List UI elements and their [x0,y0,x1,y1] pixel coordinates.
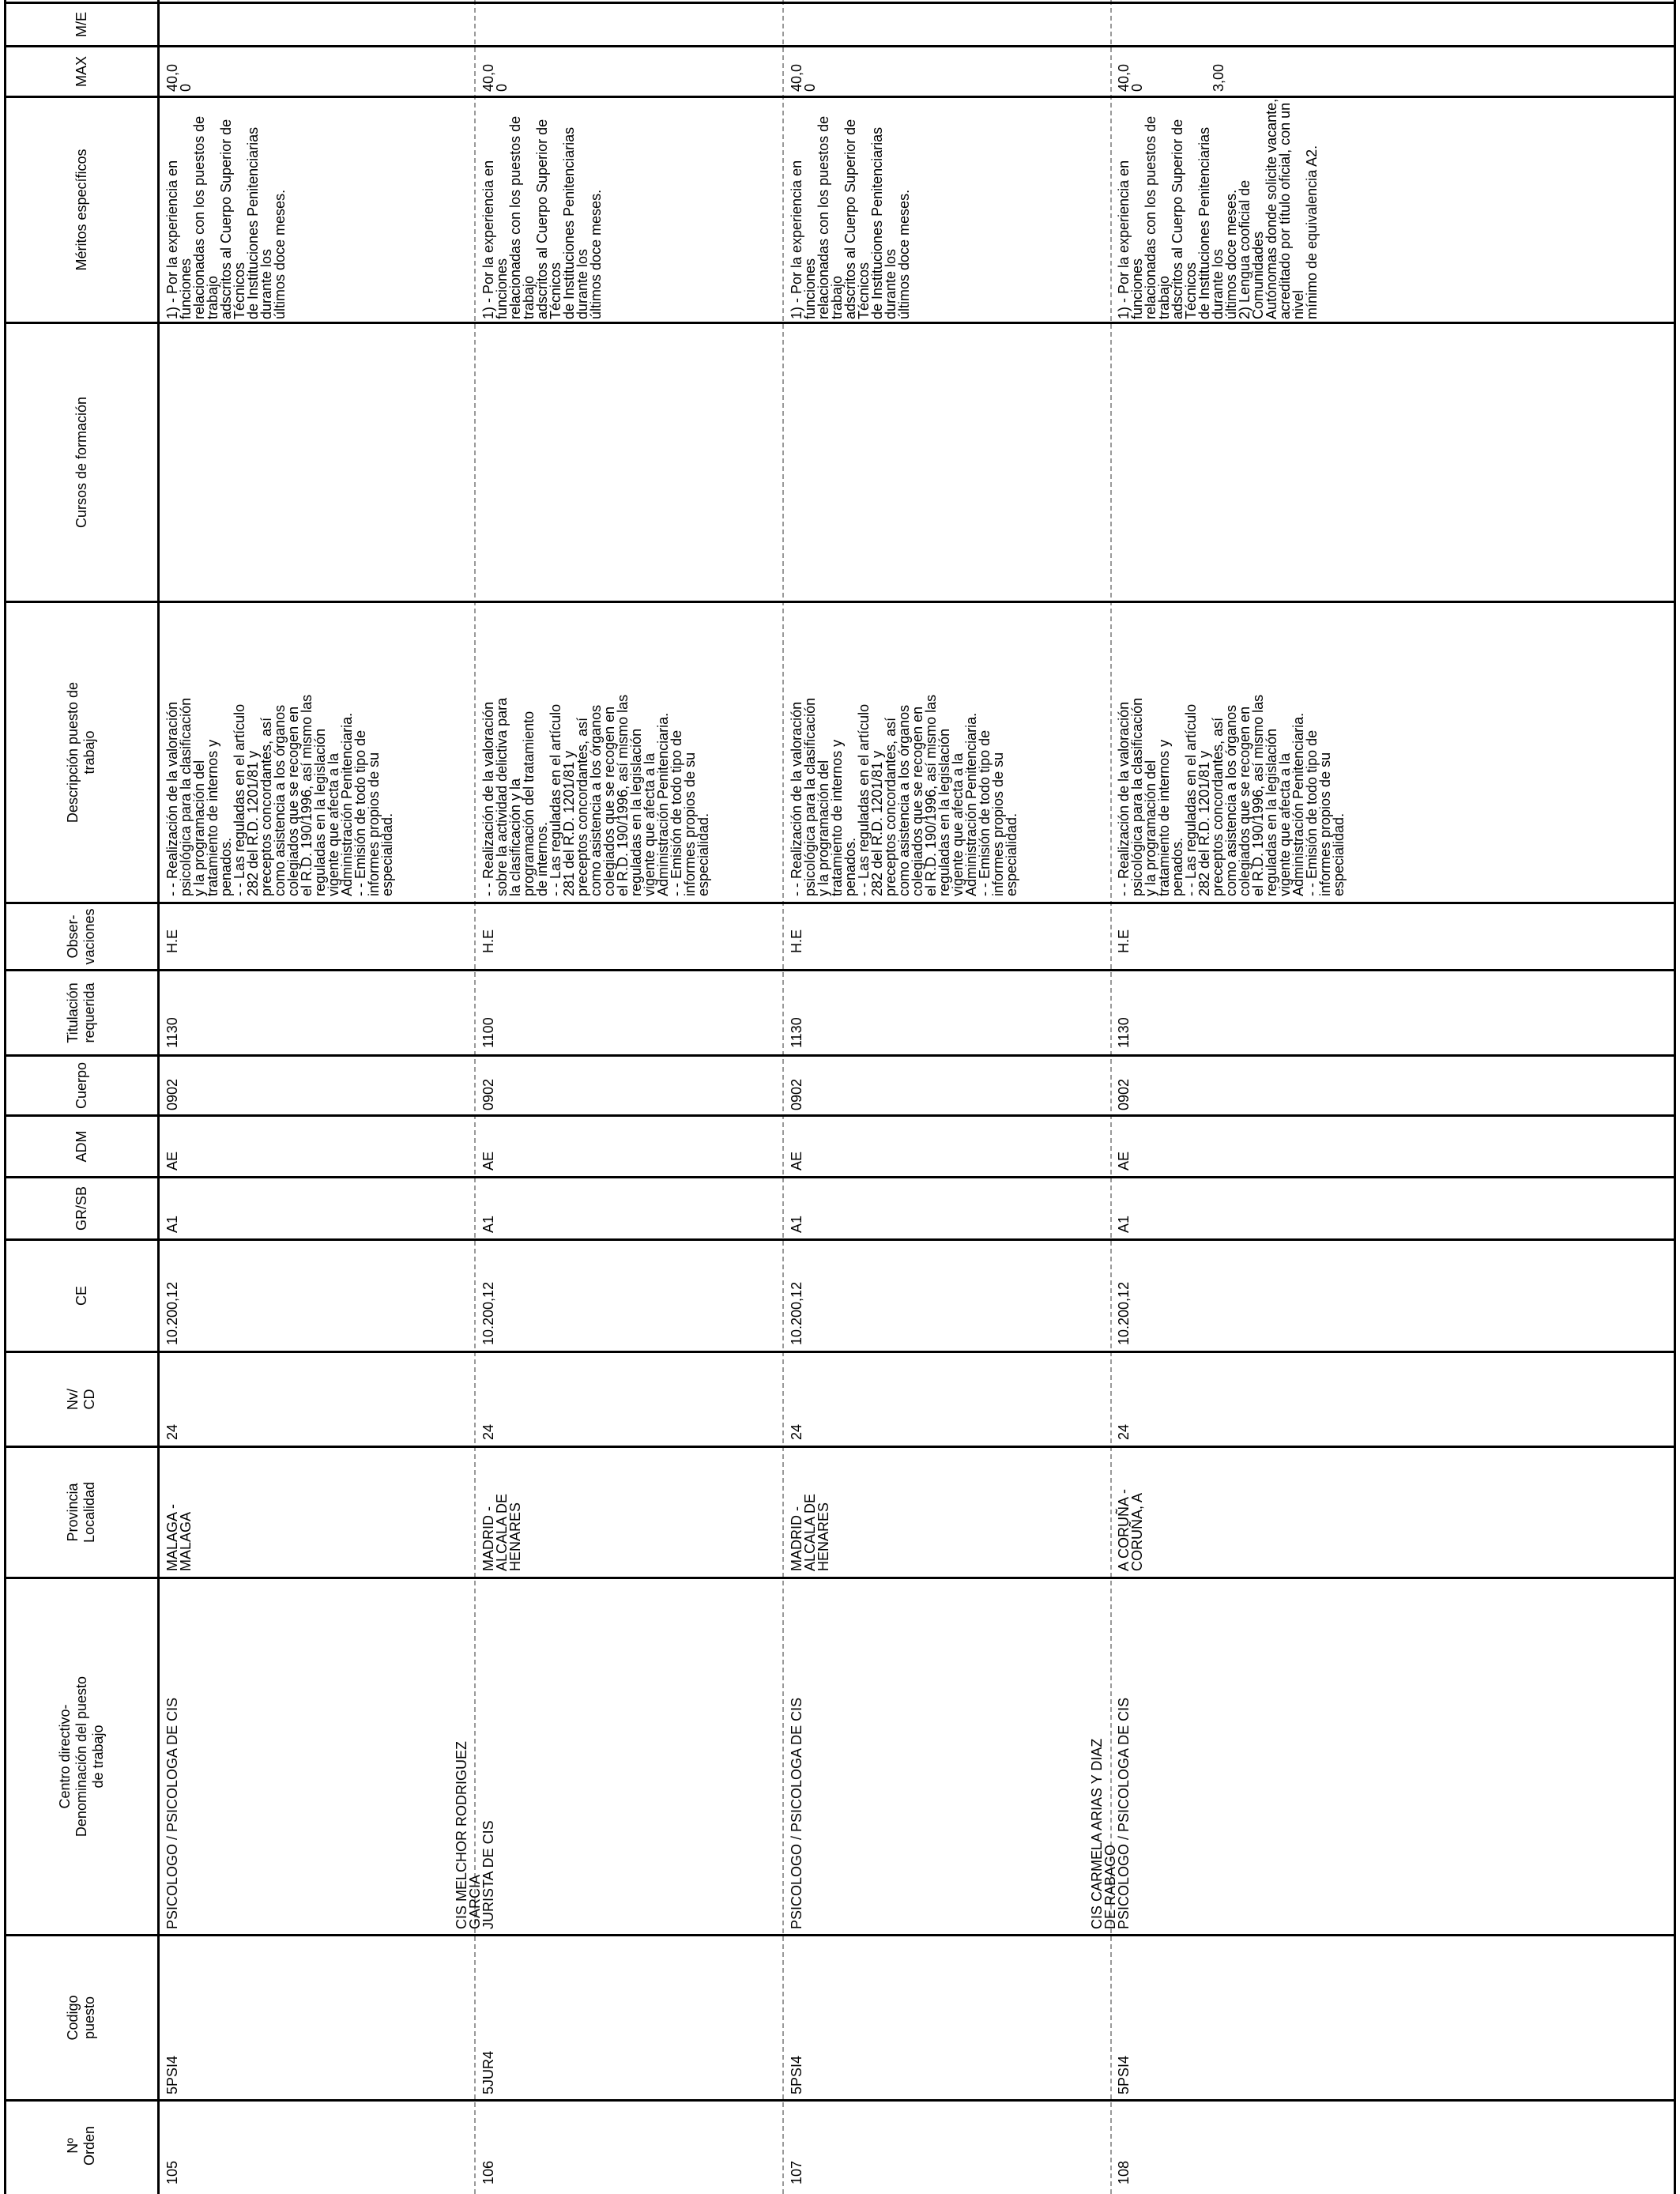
adm-cell: AE [1116,1151,1132,1171]
column-rule [4,45,1676,47]
header-max: MAX [73,56,89,88]
descripcion-cell: - - Realización de la valoración psicológica para la clasificación y la programación del tratamiento de internos y penados. - - Las reguladas en el artículo 282 del R.D. 1201/81 y preceptos concordantes, así como asistencia a los órganos colegiados que se recogen en el R.D. 190/1996, así mismo las reguladas en la legislación vigente que afecta a la Administración Penitenciaria. - - Emisión de todo tipo de informes propios de su especialidad. [789,694,1019,896]
max-cell: 40,0 0 [789,63,818,92]
header-me: M/E [73,12,89,38]
titulacion-cell: 1130 [789,1017,804,1048]
nivel-cell: 24 [1116,1423,1132,1440]
observaciones-cell: H.E [1116,929,1132,953]
header-descripcion: Descripción puesto de trabajo [65,681,97,824]
column-rule [4,1351,1676,1353]
orden-cell: 107 [789,2160,804,2185]
descripcion-cell: - - Realización de la valoración psicológica para la clasificación y la programación del tratamiento de internos y penados. - - Las reguladas en el artículo 282 del R.D. 1201/81 y preceptos concordantes, así como asistencia a los órganos colegiados que se recogen en el R.D. 190/1996, así mismo las reguladas en la legislación vigente que afecta a la Administración Penitenciaria. - - Emisión de todo tipo de informes propios de su especialidad. [1116,694,1347,896]
adm-cell: AE [789,1151,804,1171]
meritos-cell: 1) - Por la experiencia en funciones relacionadas con los puestos de trabajo adscritos al Cuerpo Superior de Técnicos de Instituciones Penitenciarias durante los últimos doce meses. [480,115,604,319]
nivel-cell: 24 [164,1423,180,1440]
orden-cell: 108 [1116,2160,1132,2185]
column-rule [4,969,1676,971]
descripcion-cell: - - Realización de la valoración psicológica para la clasificación y la programación del tratamiento de internos y penados. - - Las reguladas en el artículo 282 del R.D. 1201/81 y preceptos concordantes, así como asistencia a los órganos colegiados que se recogen en el R.D. 190/1996, así mismo las reguladas en la legislación vigente que afecta a la Administración Penitenciaria. - - Emisión de todo tipo de informes propios de su especialidad. [164,694,395,896]
adm-cell: AE [164,1151,180,1171]
column-rule [4,2,1676,4]
header-meritos: Méritos específicos [73,149,89,271]
header-grupo: GR/SB [73,1186,89,1231]
provincia-cell: MADRID - ALCALA DE HENARES [480,1493,523,1571]
codigo-cell: 5JUR4 [480,2050,496,2094]
header-denominacion: Centro directivo- Denominación del puesto de trabajo [56,1676,106,1838]
column-rule [4,1577,1676,1579]
titulacion-cell: 1130 [164,1017,180,1048]
header-codigo: Codigo puesto [65,1995,97,2041]
max-cell: 40,0 0 [164,63,194,92]
column-rule [4,1176,1676,1178]
cuerpo-cell: 0902 [1116,1078,1132,1110]
grupo-cell: A1 [789,1215,804,1233]
column-rule [4,1054,1676,1057]
header-titulacion: Titulación requerida [65,982,97,1043]
meritos-cell: 1) - Por la experiencia en funciones relacionadas con los puestos de trabajo adscritos al Cuerpo Superior de Técnicos de Instituciones Penitenciarias durante los últimos doce meses. [164,115,288,319]
header-adm: ADM [73,1130,89,1163]
denominacion-cell: PSICOLOGO / PSICOLOGA DE CIS [789,1697,804,1929]
denominacion-cell: PSICOLOGO / PSICOLOGA DE CIS [164,1697,180,1929]
column-rule [4,1114,1676,1117]
cuerpo-cell: 0902 [480,1078,496,1110]
codigo-cell: 5PSI4 [1116,2055,1132,2094]
header-orden: Nº Orden [65,2125,97,2166]
header-ce: CE [73,1286,89,1306]
centro-cell: CIS CARMELA ARIAS Y DIAZ DE RABAGO [1089,1738,1118,1929]
header-provincia: Provincia Localidad [65,1481,97,1544]
nivel-cell: 24 [480,1423,496,1440]
column-rule [4,1238,1676,1241]
codigo-cell: 5PSI4 [789,2055,804,2094]
orden-cell: 106 [480,2160,496,2185]
column-rule [4,1934,1676,1936]
nivel-cell: 24 [789,1423,804,1440]
adm-cell: AE [480,1151,496,1171]
ce-cell: 10.200,12 [164,1281,180,1345]
max-secondary-cell: 3,00 [1211,63,1226,92]
provincia-cell: A CORUÑA - CORUÑA, A [1116,1488,1145,1571]
descripcion-cell: - - Realización de la valoración sobre la actividad delictiva para la clasificación y la programación del tratamiento de internos. - - Las reguladas en el artículo 281 del R.D. 1201/81 y preceptos concordantes, así como asistencia a los órganos colegiados que se recogen en el R.D. 190/1996, así mismo las reguladas en la legislación vigente que afecta a la Administración Penitenciaria. - - Emisión de todo tipo de informes propios de su especialidad. [480,694,711,896]
header-observaciones: Obser- vaciones [65,908,97,965]
grupo-cell: A1 [480,1215,496,1233]
table-border-bottom [1674,0,1676,2194]
meritos-cell: 1) - Por la experiencia en funciones relacionadas con los puestos de trabajo adscritos al Cuerpo Superior de Técnicos de Instituciones Penitenciarias durante los últimos doce meses. [789,115,912,319]
meritos-cell: 1) - Por la experiencia en funciones relacionadas con los puestos de trabajo adscritos al Cuerpo Superior de Técnicos de Instituciones Penitenciarias durante los últimos doce meses. 2) Lengua cooficial de Comunidades Autónomas donde solicite vacante, acreditado por título oficial, con un nivel mínimo de equivalencia A2. [1116,98,1320,319]
centro-cell: CIS MELCHOR RODRIGUEZ GARCIA [454,1740,483,1929]
header-cuerpo: Cuerpo [73,1061,89,1110]
codigo-cell: 5PSI4 [164,2055,180,2094]
max-cell: 40,0 0 [1116,63,1145,92]
row-divider [782,0,784,2194]
column-rule [4,601,1676,603]
denominacion-cell: PSICOLOGO / PSICOLOGA DE CIS [1116,1697,1132,1929]
provincia-cell: MALAGA - MALAGA [164,1503,194,1571]
titulacion-cell: 1130 [1116,1017,1132,1048]
cuerpo-cell: 0902 [789,1078,804,1110]
cuerpo-cell: 0902 [164,1078,180,1110]
column-rule [4,322,1676,324]
ce-cell: 10.200,12 [789,1281,804,1345]
header-separator [157,0,160,2194]
observaciones-cell: H.E [480,929,496,953]
grupo-cell: A1 [164,1215,180,1233]
column-rule [4,902,1676,904]
observaciones-cell: H.E [164,929,180,953]
header-cursos: Cursos de formación [73,396,89,529]
titulacion-cell: 1100 [480,1017,496,1048]
denominacion-cell: JURISTA DE CIS [480,1820,496,1929]
grupo-cell: A1 [1116,1215,1132,1233]
orden-cell: 105 [164,2160,180,2185]
ce-cell: 10.200,12 [480,1281,496,1345]
observaciones-cell: H.E [789,929,804,953]
column-rule [4,1446,1676,1448]
header-nivel: Nv/ CD [65,1389,97,1410]
max-cell: 40,0 0 [480,63,510,92]
ce-cell: 10.200,12 [1116,1281,1132,1345]
provincia-cell: MADRID - ALCALA DE HENARES [789,1493,831,1571]
column-rule [4,2099,1676,2102]
